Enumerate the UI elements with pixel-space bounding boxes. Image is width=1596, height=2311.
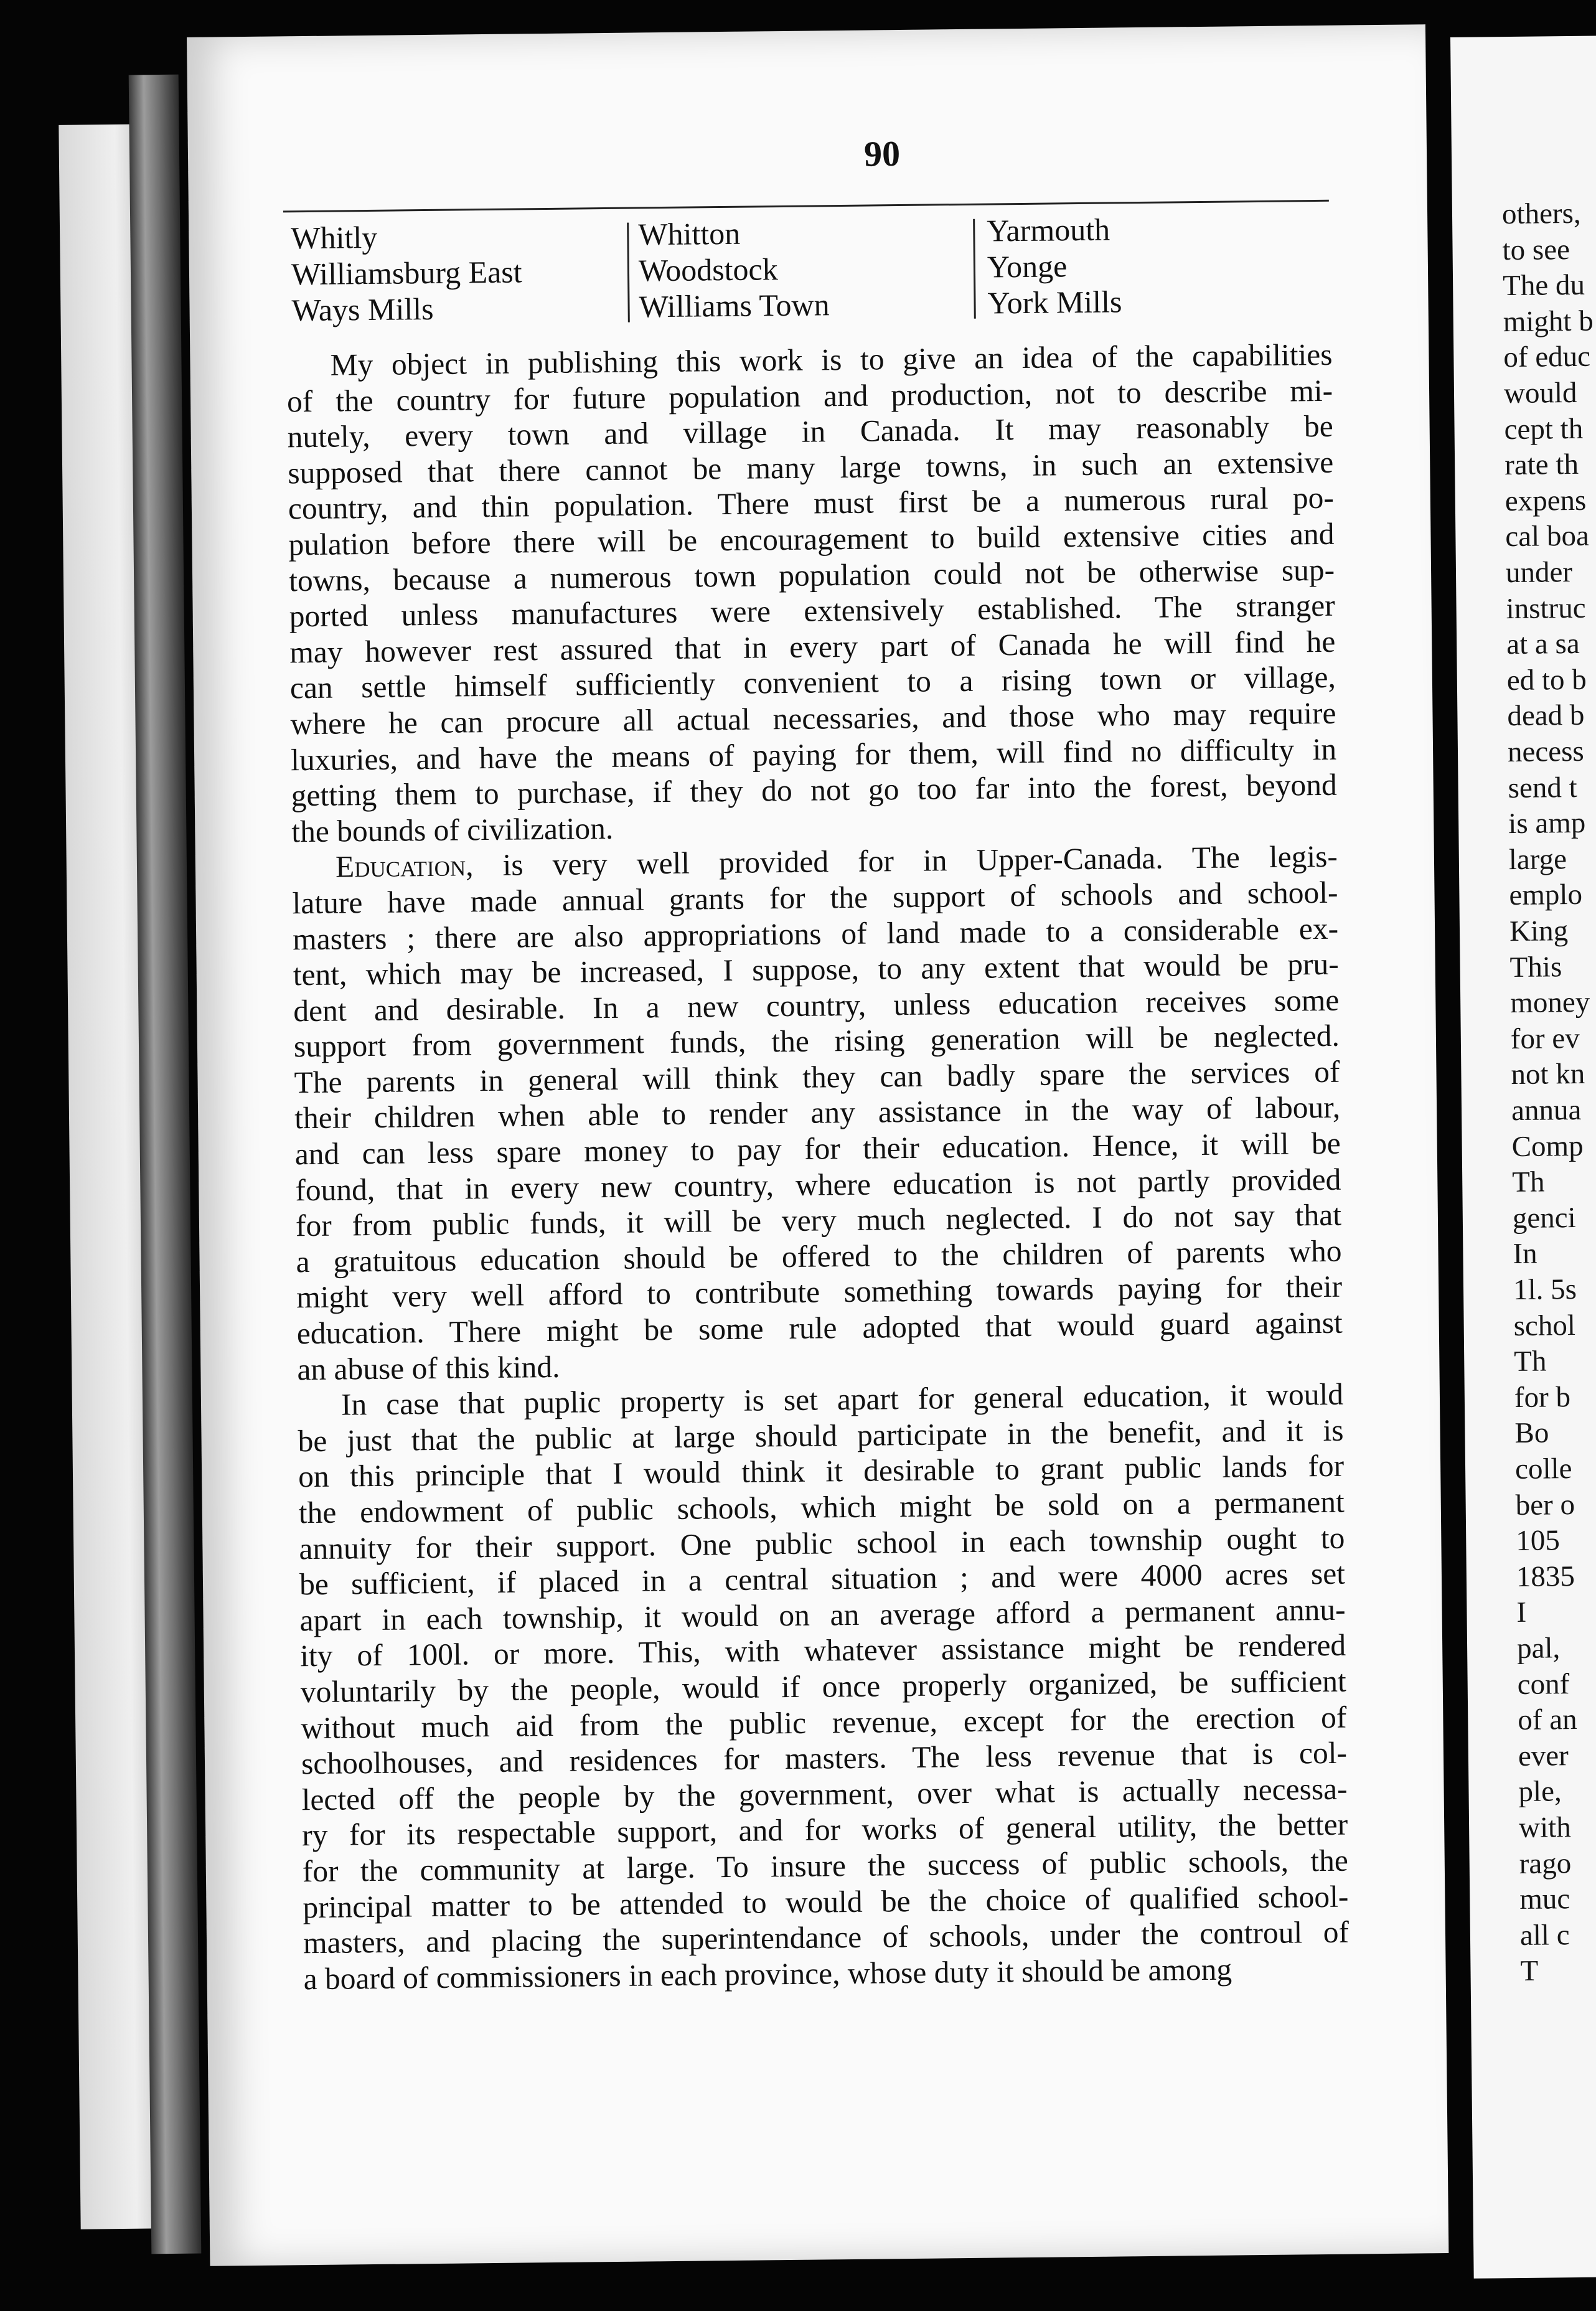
facing-page-line: ber o <box>1515 1488 1575 1522</box>
facing-page-line: ed to b <box>1506 663 1587 697</box>
place-list <box>283 209 1330 339</box>
paragraph <box>286 337 1337 850</box>
place-column <box>638 214 830 324</box>
facing-page-line: colle <box>1514 1452 1572 1486</box>
text-line: My object in publishing this work is to give an idea of the capabilities <box>330 337 1333 382</box>
text-line: found, that in every new country, where education is not partly provided <box>295 1162 1341 1207</box>
facing-page-line: cal boa <box>1505 520 1590 553</box>
facing-page-line: pal, <box>1516 1632 1561 1665</box>
text-line: the endowment of public schools, which might be sold on a permanent <box>298 1484 1345 1530</box>
place-name: York Mills <box>987 284 1122 321</box>
facing-page-line: all c <box>1519 1918 1570 1952</box>
text-line: towns, because a numerous town population could not be otherwise sup- <box>288 552 1335 598</box>
text-line: a gratuitous education should be offered to the children of parents who <box>296 1233 1342 1279</box>
facing-page-line: ple, <box>1518 1775 1562 1809</box>
page-number: 90 <box>863 133 901 174</box>
facing-page-line: conf <box>1517 1667 1570 1701</box>
text-line: may however rest assured that in every part of Canada he will find he <box>289 624 1336 670</box>
facing-page <box>1450 35 1596 2279</box>
text-line: lature have made annual grants for the support of schools and school- <box>292 875 1338 921</box>
facing-page-line: Th <box>1511 1165 1545 1199</box>
facing-page-line: others, <box>1501 197 1581 231</box>
paragraph <box>298 1377 1350 1997</box>
facing-page-line: 105 <box>1516 1524 1561 1558</box>
text-line: be just that the public at large should participate in the benefit, and it is <box>298 1413 1344 1459</box>
facing-page-line: King <box>1509 915 1569 948</box>
section-heading: Education, <box>335 848 474 884</box>
place-name: Whitly <box>291 219 378 256</box>
text-line: tent, which may be increased, I suppose, to any extent that would be pru- <box>293 946 1339 992</box>
text-line: principal matter to be attended to would be the choice of qualified school- <box>303 1879 1349 1924</box>
facing-page-line: money <box>1509 986 1590 1020</box>
text-line: on this principle that I would think it desirable to grant public lands for <box>298 1449 1345 1494</box>
facing-page-line: is amp <box>1508 806 1586 840</box>
facing-page-line: rate th <box>1504 448 1579 482</box>
facing-page-line: expens <box>1504 484 1587 517</box>
text-line: pulation before there will be encouragement to build extensive cities and <box>288 516 1335 562</box>
facing-page-line: schol <box>1513 1309 1576 1342</box>
facing-page-line: instruc <box>1506 591 1586 625</box>
facing-page-line: T <box>1520 1955 1539 1988</box>
facing-page-line: In <box>1513 1238 1537 1271</box>
book-page <box>187 24 1448 2266</box>
place-name: Whitton <box>638 215 741 252</box>
text-line: supposed that there cannot be many large towns, in such an extensive <box>288 445 1334 491</box>
column-divider <box>627 223 630 322</box>
facing-page-line: not kn <box>1511 1058 1585 1091</box>
text-line: masters, and placing the superintendance of schools, under the controul of <box>303 1914 1350 1960</box>
text-line: support from government funds, the rising generation will be neglected. <box>293 1018 1340 1064</box>
text-line: an abuse of this kind. <box>297 1349 560 1386</box>
facing-page-line: Comp <box>1511 1129 1584 1163</box>
facing-page-line: with <box>1518 1811 1571 1845</box>
facing-page-line: to see <box>1502 233 1570 266</box>
facing-page-line: of an <box>1518 1703 1577 1737</box>
facing-page-line: under <box>1505 555 1573 590</box>
text-line: nutely, every town and village in Canada. It may reasonably be <box>287 408 1333 454</box>
facing-page-line: Bo <box>1514 1416 1549 1450</box>
text-line: a board of commissioners in each province, whose duty it should be among <box>303 1952 1232 1996</box>
facing-page-line: The du <box>1502 268 1585 303</box>
facing-page-line: cept th <box>1504 412 1584 446</box>
facing-page-line: rago <box>1519 1847 1572 1880</box>
column-divider <box>973 219 976 319</box>
text-line: and can less spare money to pay for their education. Hence, it will be <box>294 1126 1341 1172</box>
place-name: Ways Mills <box>291 291 434 328</box>
facing-page-line: This <box>1509 950 1562 984</box>
place-name: Woodstock <box>638 252 778 288</box>
facing-page-line: large <box>1508 842 1567 876</box>
paragraph <box>292 839 1343 1387</box>
facing-page-line: necess <box>1507 735 1584 769</box>
facing-page-line: I <box>1516 1596 1527 1629</box>
text-line: where he can procure all actual necessaries, and those who may require <box>290 695 1336 741</box>
facing-page-line: emplo <box>1509 878 1583 912</box>
text-line: getting them to purchase, if they do not go too far into the forest, beyond <box>291 767 1337 813</box>
text-line: be sufficient, if placed in a central situation ; and were 4000 acres set <box>299 1556 1346 1602</box>
text-line: voluntarily by the people, would if once properly organized, be sufficient <box>300 1664 1347 1710</box>
facing-page-line: for b <box>1514 1380 1571 1414</box>
facing-page-line: 1l. 5s <box>1513 1273 1577 1307</box>
text-line: dent and desirable. In a new country, unless education receives some <box>293 982 1340 1028</box>
facing-page-line: dead b <box>1507 699 1585 733</box>
place-name: Williams Town <box>639 287 830 324</box>
text-line: might very well afford to contribute something towards paying for their <box>296 1269 1343 1315</box>
facing-page-line: muc <box>1519 1883 1570 1916</box>
text-line: education. There might be some rule adopted that would guard against <box>296 1305 1343 1351</box>
facing-page-line: ever <box>1518 1739 1569 1772</box>
place-name: Yarmouth <box>987 212 1110 248</box>
text-line: In case that puplic property is set apart for general education, it would <box>340 1377 1344 1422</box>
text-line: for the community at large. To insure the success of public schools, the <box>302 1843 1349 1889</box>
facing-page-line: at a sa <box>1506 628 1580 661</box>
text-line: of the country for future population and production, not to describe mi- <box>286 373 1333 418</box>
place-name: Yonge <box>987 248 1068 285</box>
text-line: schoolhouses, and residences for masters. The less revenue that is col- <box>301 1735 1348 1781</box>
text-line: ity of 100l. or more. This, with whatever assistance might be rendered <box>299 1628 1346 1673</box>
place-column <box>291 217 522 328</box>
facing-page-line: annua <box>1511 1093 1582 1127</box>
text-line: Education, is very well provided for in Upper-Canada. The legis- <box>335 839 1338 884</box>
facing-page-line: might b <box>1503 304 1594 338</box>
facing-page-line: for ev <box>1510 1022 1580 1055</box>
text-line: lected off the people by the government, over what is actually necessa- <box>301 1771 1348 1817</box>
text-line: luxuries, and have the means of paying for them, will find no difficulty in <box>290 732 1337 777</box>
text-line: masters ; there are also appropriations of land made to a considerable ex- <box>292 911 1339 956</box>
facing-page-line: Th <box>1514 1345 1547 1378</box>
facing-page-line: would <box>1503 376 1577 410</box>
text-line: apart in each township, it would on an average afford a permanent annu- <box>299 1592 1346 1638</box>
facing-page-line: send t <box>1508 771 1577 804</box>
text-line: The parents in general will think they can badly spare the services of <box>294 1054 1340 1100</box>
place-name: Williamsburg East <box>291 254 522 292</box>
facing-page-line: 1835 <box>1516 1560 1575 1593</box>
facing-page-line: of educ <box>1503 341 1591 374</box>
text-line: ry for its respectable support, and for works of general utility, the better <box>301 1807 1348 1853</box>
text-line: their children when able to render any assistance in the way of labour, <box>294 1090 1341 1136</box>
text-line: without much aid from the public revenue, except for the erection of <box>301 1700 1347 1745</box>
place-column <box>987 211 1122 321</box>
text-line: the bounds of civilization. <box>291 811 614 849</box>
text-line: ported unless manufactures were extensively established. The stranger <box>289 588 1335 634</box>
facing-page-line: genci <box>1512 1201 1576 1235</box>
text-line: can settle himself sufficiently convenient to a rising town or village, <box>289 660 1336 705</box>
body-text <box>286 337 1350 1997</box>
text-line: annuity for their support. One public school in each township ought to <box>299 1520 1345 1566</box>
text-line: country, and thin population. There must first be a numerous rural po- <box>288 481 1335 526</box>
text-line: for from public funds, it will be very much neglected. I do not say that <box>295 1197 1342 1243</box>
